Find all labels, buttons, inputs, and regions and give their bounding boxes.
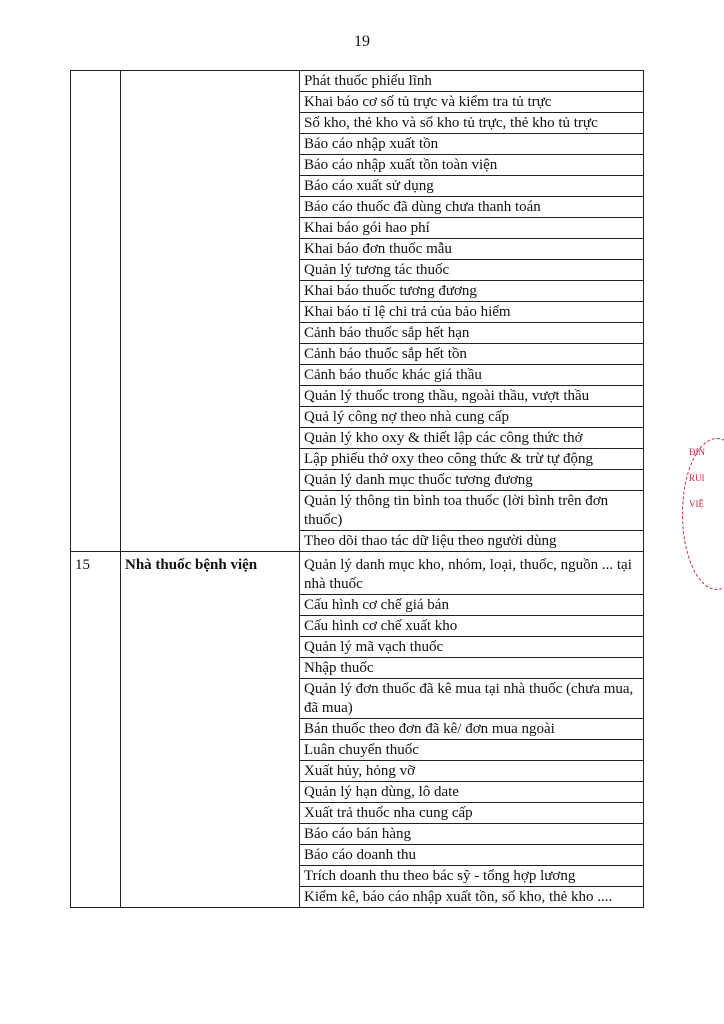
feature-item: Báo cáo doanh thu	[300, 845, 644, 866]
feature-table-body	[71, 71, 644, 908]
feature-item: Quản lý thuốc trong thầu, ngoài thầu, vượt thầu	[300, 386, 644, 407]
feature-item: Bán thuốc theo đơn đã kê/ đơn mua ngoài	[300, 719, 644, 740]
feature-item: Cảnh báo thuốc khác giá thầu	[300, 365, 644, 386]
feature-table	[70, 70, 644, 908]
feature-item: Khai báo đơn thuốc mẫu	[300, 239, 644, 260]
feature-item: Quản lý danh mục kho, nhóm, loại, thuốc, nguồn ... tại nhà thuốc	[300, 552, 644, 595]
feature-item: Sổ kho, thẻ kho và sổ kho tủ trực, thẻ kho tủ trực	[300, 113, 644, 134]
feature-item: Xuất trả thuốc nha cung cấp	[300, 803, 644, 824]
feature-item: Quản lý mã vạch thuốc	[300, 637, 644, 658]
stamp-text: RUI	[689, 473, 705, 483]
feature-item: Nhập thuốc	[300, 658, 644, 679]
feature-item: Quản lý danh mục thuốc tương đương	[300, 470, 644, 491]
feature-item: Báo cáo thuốc đã dùng chưa thanh toán	[300, 197, 644, 218]
module-name: Nhà thuốc bệnh viện	[121, 552, 300, 908]
table-row	[71, 71, 644, 92]
feature-item: Quản lý hạn dùng, lô date	[300, 782, 644, 803]
feature-item: Cảnh báo thuốc sắp hết tồn	[300, 344, 644, 365]
section-number: 15	[71, 552, 121, 908]
feature-item: Phát thuốc phiếu lĩnh	[300, 71, 644, 92]
red-stamp-fragment	[682, 438, 724, 590]
stamp-text: ĐIN	[689, 447, 705, 457]
feature-item: Báo cáo xuất sử dụng	[300, 176, 644, 197]
feature-item: Báo cáo bán hàng	[300, 824, 644, 845]
feature-item: Xuất hủy, hỏng vỡ	[300, 761, 644, 782]
feature-item: Cảnh báo thuốc sắp hết hạn	[300, 323, 644, 344]
module-name	[121, 71, 300, 552]
feature-item: Trích doanh thu theo bác sỹ - tổng hợp lương	[300, 866, 644, 887]
feature-item: Luân chuyển thuốc	[300, 740, 644, 761]
feature-item: Quản lý tương tác thuốc	[300, 260, 644, 281]
table-row	[71, 552, 644, 595]
feature-item: Quản lý đơn thuốc đã kê mua tại nhà thuốc (chưa mua, đã mua)	[300, 679, 644, 719]
feature-item: Khai báo gói hao phí	[300, 218, 644, 239]
feature-item: Quản lý kho oxy & thiết lập các công thức thở	[300, 428, 644, 449]
stamp-text: VIỆ	[689, 499, 704, 509]
feature-item: Theo dõi thao tác dữ liệu theo người dùng	[300, 531, 644, 552]
feature-item: Khai báo thuốc tương đương	[300, 281, 644, 302]
feature-item: Báo cáo nhập xuất tồn toàn viện	[300, 155, 644, 176]
feature-item: Lập phiếu thở oxy theo công thức & trừ tự động	[300, 449, 644, 470]
feature-item: Quả lý công nợ theo nhà cung cấp	[300, 407, 644, 428]
feature-item: Cấu hình cơ chế giá bán	[300, 595, 644, 616]
feature-item: Khai báo cơ số tủ trực và kiểm tra tủ trực	[300, 92, 644, 113]
feature-item: Cấu hình cơ chế xuất kho	[300, 616, 644, 637]
feature-item: Khai báo tỉ lệ chi trả của bảo hiểm	[300, 302, 644, 323]
section-number	[71, 71, 121, 552]
page-number: 19	[354, 33, 370, 50]
feature-item: Kiểm kê, báo cáo nhập xuất tồn, sổ kho, thẻ kho ....	[300, 887, 644, 908]
feature-item: Báo cáo nhập xuất tồn	[300, 134, 644, 155]
feature-item: Quản lý thông tin bình toa thuốc (lời bình trên đơn thuốc)	[300, 491, 644, 531]
